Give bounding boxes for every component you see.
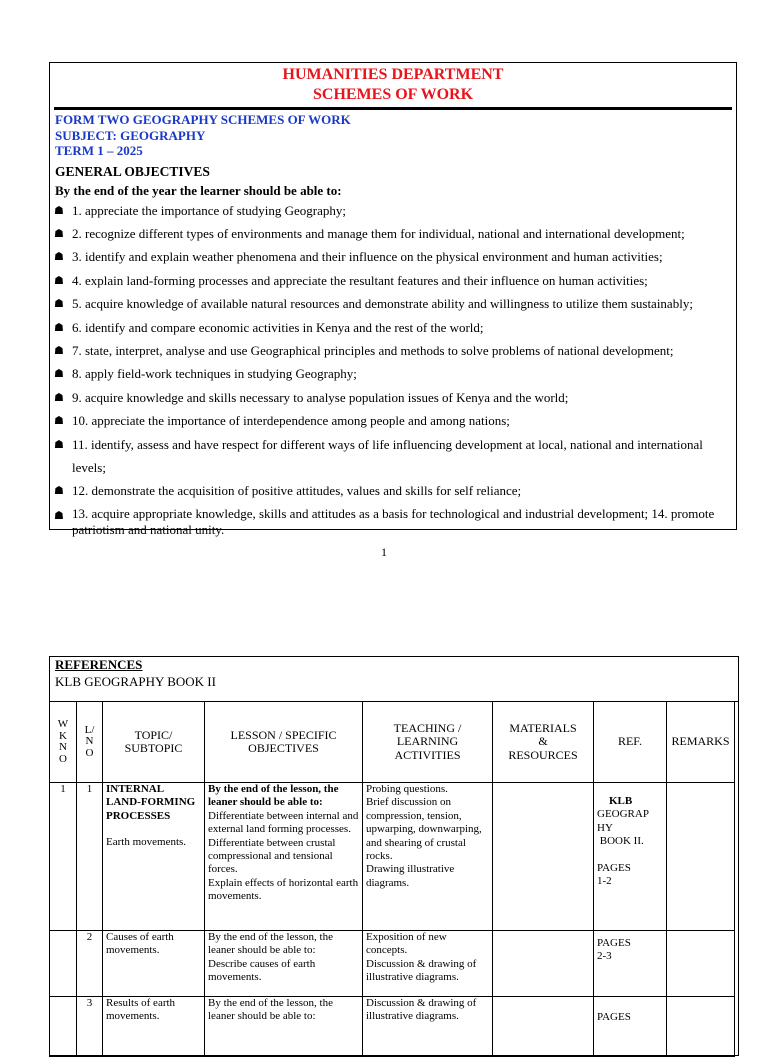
cell-materials (493, 997, 594, 1057)
form-line: FORM TWO GEOGRAPHY SCHEMES OF WORK (55, 112, 351, 127)
objective-item: ☗ 9. acquire knowledge and skills necessary to analyse population issues of Kenya and the world; (54, 389, 569, 405)
cell-lesson-no: 3 (77, 997, 103, 1057)
objective-item: ☗ 3. identify and explain weather phenomena and their influence on the physical environment and human activities; (54, 249, 663, 265)
bullet-icon: ☗ (54, 438, 64, 451)
cell-lesson-no: 2 (77, 931, 103, 997)
objective-item: ☗ 10. appreciate the importance of interdependence among people and among nations; (54, 413, 510, 429)
objective-item: ☗ 5. acquire knowledge of available natural resources and demonstrate ability and willingness to utilize them sustainably; (54, 296, 693, 312)
cell-activities: Exposition of new concepts. Discussion & drawing of illustrative diagrams. (363, 931, 493, 997)
objectives-list (50, 199, 736, 538)
bullet-icon: ☗ (54, 204, 64, 217)
objective-item: ☗ 11. identify, assess and have respect for different ways of life influencing development at local, national and international levels; (54, 436, 703, 475)
cell-remarks (667, 931, 735, 997)
header-ref: REF. (594, 702, 667, 783)
cell-ref: PAGES (594, 997, 667, 1057)
scheme-section (49, 656, 739, 1056)
header-objectives: LESSON / SPECIFIC OBJECTIVES (205, 702, 363, 783)
bullet-icon: ☗ (54, 274, 64, 287)
bullet-icon: ☗ (54, 485, 64, 498)
bullet-icon: ☗ (54, 298, 64, 311)
objective-item: ☗ 7. state, interpret, analyse and use Geographical principles and methods to solve problems of national development; (54, 342, 674, 358)
bullet-icon: ☗ (54, 509, 64, 522)
bullet-icon: ☗ (54, 251, 64, 264)
objective-item: ☗ 12. demonstrate the acquisition of positive attitudes, values and skills for self reliance; (54, 483, 522, 499)
bullet-icon: ☗ (54, 321, 64, 334)
cell-activities: Discussion & drawing of illustrative diagrams. (363, 997, 493, 1057)
objective-item: ☗ 6. identify and compare economic activities in Kenya and the rest of the world; (54, 319, 484, 335)
subject-line: SUBJECT: GEOGRAPHY (55, 127, 206, 143)
bullet-icon: ☗ (54, 344, 64, 357)
cell-objectives: By the end of the lesson, the leaner should be able to: Describe causes of earth movements. (205, 931, 363, 997)
bullet-icon: ☗ (54, 391, 64, 404)
term-line: TERM 1 – 2025 (55, 143, 143, 158)
page-number: 1 (381, 545, 387, 559)
department-title: HUMANITIES DEPARTMENT (282, 66, 504, 83)
cell-objectives: By the end of the lesson, the leaner should be able to: (205, 997, 363, 1057)
objective-item: ☗ 4. explain land-forming processes and appreciate the resultant features and their influence on human activities; (54, 272, 648, 288)
header-materials: MATERIALS & RESOURCES (493, 702, 594, 783)
cell-objectives: By the end of the lesson, the leaner should be able to: Differentiate between internal and external land forming processes. Differentiate between crustal compressional and tensional forces. Explain effects of horizontal earth movements. (205, 783, 363, 931)
objectives-section (49, 62, 737, 537)
objective-item: ☗ 8. apply field-work techniques in studying Geography; (54, 366, 357, 382)
table-row (50, 997, 735, 1057)
cell-topic: Results of earth movements. (103, 997, 205, 1057)
header-remarks: REMARKS (667, 702, 735, 783)
objective-item: ☗ 1. appreciate the importance of studying Geography; (54, 202, 346, 218)
cell-topic: INTERNAL LAND-FORMING PROCESSES Earth movements. (103, 783, 205, 931)
cell-week: 1 (50, 783, 77, 931)
cell-ref: PAGES 2-3 (594, 931, 667, 997)
cell-materials (493, 783, 594, 931)
header-activities: TEACHING / LEARNING ACTIVITIES (363, 702, 493, 783)
cell-topic: Causes of earth movements. (103, 931, 205, 997)
scheme-table (49, 701, 735, 1057)
general-objectives-heading: GENERAL OBJECTIVES (55, 163, 210, 179)
cell-remarks (667, 997, 735, 1057)
cell-materials (493, 931, 594, 997)
title-divider (54, 107, 732, 110)
header-week: W K N O (50, 702, 77, 783)
cell-ref: KLB GEOGRAP HY BOOK II. PAGES 1-2 (594, 783, 667, 931)
references-book: KLB GEOGRAPHY BOOK II (55, 674, 216, 689)
references-title: REFERENCES (55, 657, 143, 672)
document-title: SCHEMES OF WORK (312, 86, 474, 103)
cell-remarks (667, 783, 735, 931)
bullet-icon: ☗ (54, 368, 64, 381)
bullet-icon: ☗ (54, 227, 64, 240)
cell-week (50, 997, 77, 1057)
objective-item: ☗ 2. recognize different types of environments and manage them for individual, national and international development; (54, 225, 685, 241)
bullet-icon: ☗ (54, 415, 64, 428)
objective-item: ☗ 13. acquire appropriate knowledge, skills and attitudes as a basis for technological and industrial development; 14. promote patriotism and national unity. (54, 505, 715, 537)
cell-activities: Probing questions. Brief discussion on compression, tension, upwarping, downwarping, and shearing of crustal rocks. Drawing illustrative diagrams. (363, 783, 493, 931)
header-lesson-no: L/ N O (77, 702, 103, 783)
table-row (50, 783, 735, 931)
table-header-row (50, 702, 735, 783)
header-topic: TOPIC/ SUBTOPIC (103, 702, 205, 783)
cell-week (50, 931, 77, 997)
references-block (50, 657, 738, 702)
objectives-intro: By the end of the year the learner should be able to: (55, 182, 342, 198)
cell-lesson-no: 1 (77, 783, 103, 931)
table-row (50, 931, 735, 997)
